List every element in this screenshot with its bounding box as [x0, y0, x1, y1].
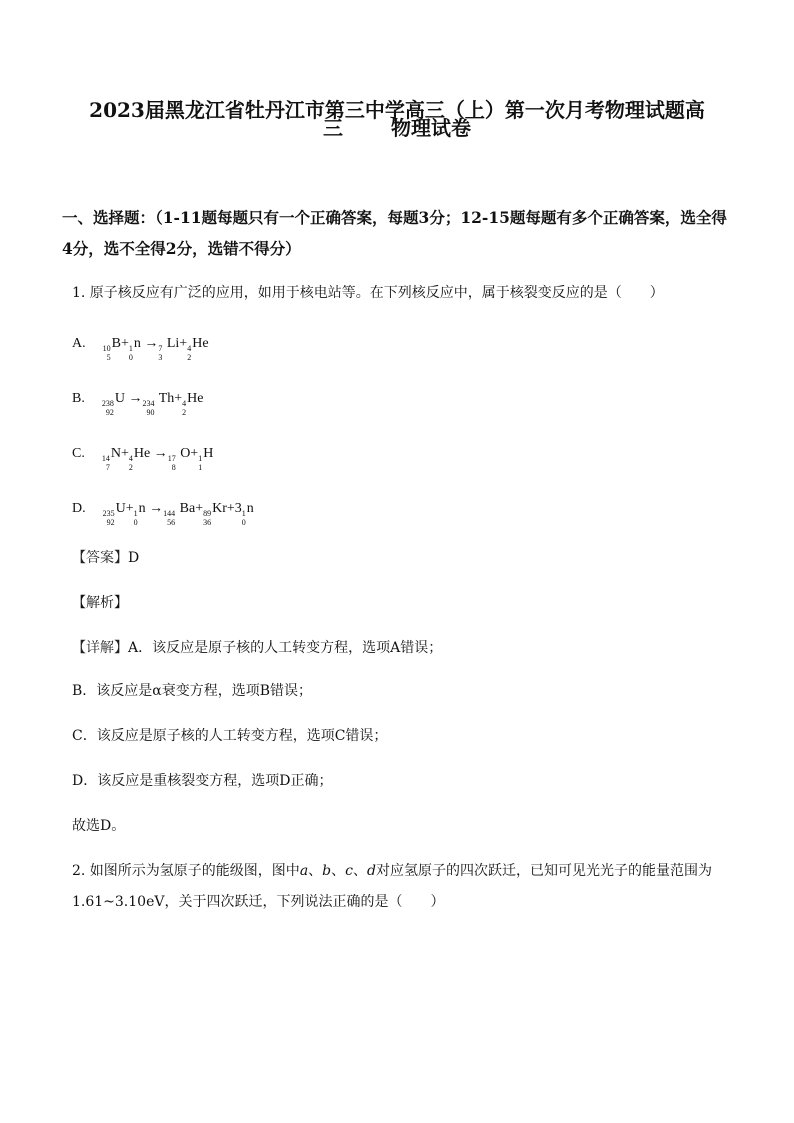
page-subtitle — [60, 114, 734, 142]
detail-line-a — [72, 637, 732, 659]
option-b-equation: 238 92 U → 234 90 Th+ 4 2 He — [101, 391, 204, 417]
q2-var-a: a — [299, 863, 309, 879]
option-d-equation: 235 92 U+ 1 0 n → 144 56 Ba+ 89 36 Kr+3 1 0 n — [102, 501, 254, 527]
q2-var-c: c — [345, 863, 353, 879]
detail-tag: 【详解】 — [72, 640, 128, 656]
q2-stem-line2: 1.61~3.10eV，关于四次跃迁，下列说法正确的是（ ） — [72, 894, 445, 910]
conclusion-line: 故选D。 — [72, 818, 126, 834]
option-b — [72, 388, 204, 417]
q2-sep3: 、 — [352, 863, 367, 879]
option-c-equation: 14 7 N+ 4 2 He → 17 8 O+ 1 1 H — [101, 446, 214, 472]
question-1-stem: 1. 原子核反应有广泛的应用，如用于核电站等。在下列核反应中，属于核裂变反应的是（ ） — [72, 285, 664, 301]
subtitle-grade: 三 — [323, 116, 344, 140]
q2-sep2: 、 — [331, 863, 346, 879]
option-c-label: C. — [72, 446, 85, 461]
detail-line-b: B．该反应是α衰变方程，选项B错误； — [72, 683, 313, 699]
option-a — [72, 333, 209, 362]
option-d — [72, 498, 254, 527]
answer-tag: 【答案】 — [72, 550, 128, 566]
q2-sep1: 、 — [308, 863, 323, 879]
answer-line — [72, 547, 732, 569]
detail-line-d: D．该反应是重核裂变方程，选项D正确； — [72, 773, 333, 789]
option-c — [72, 443, 213, 472]
section-heading: 一、选择题：（1-11题每题只有一个正确答案，每题3分；12-15题每题有多个正确答案，选全得4分，选不全得2分，选错不得分） — [62, 208, 727, 258]
option-b-label: B. — [72, 391, 85, 406]
detail-line-c: C．该反应是原子核的人工转变方程，选项C错误； — [72, 728, 388, 744]
q2-var-b: b — [322, 863, 332, 879]
detail-a-text: A．该反应是原子核的人工转变方程，选项A错误； — [128, 640, 443, 656]
question-2-stem — [72, 856, 732, 918]
analysis-tag: 【解析】 — [72, 595, 128, 611]
answer-value: D — [128, 550, 140, 566]
option-a-equation: 10 5 B+ 1 0 n → 7 3 Li+ 4 2 He — [102, 336, 209, 362]
q2-var-d: d — [366, 863, 376, 879]
subtitle-paper: 物理试卷 — [390, 116, 471, 140]
q2-stem-part1: 2. 如图所示为氢原子的能级图，图中 — [72, 863, 300, 879]
q2-stem-part2: 对应氢原子的四次跃迁，已知可见光光子的能量范围为 — [375, 863, 712, 879]
option-a-label: A. — [72, 336, 86, 351]
option-d-label: D. — [72, 501, 86, 516]
page-title: 2023届黑龙江省牡丹江市第三中学高三（上）第一次月考物理试题高 — [89, 98, 705, 122]
